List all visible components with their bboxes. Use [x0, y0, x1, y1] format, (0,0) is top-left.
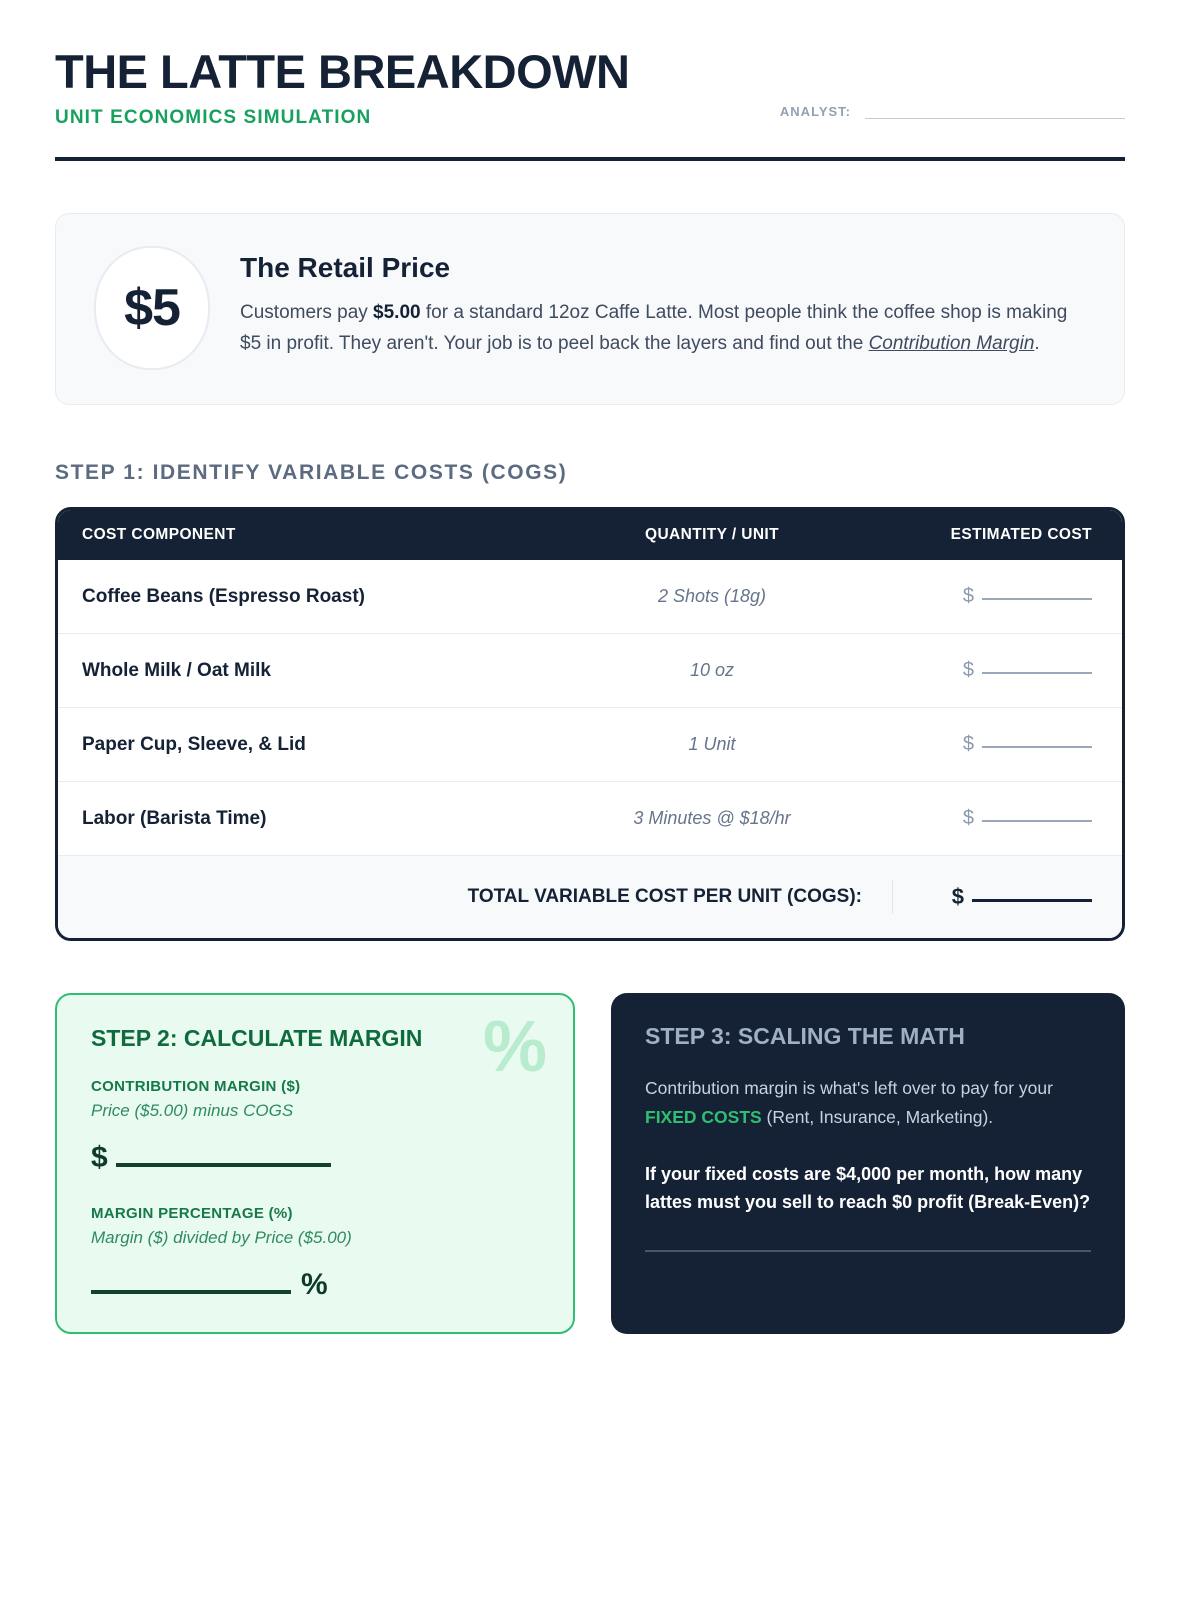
title-block [55, 45, 630, 129]
step1-heading: STEP 1: IDENTIFY VARIABLE COSTS (COGS) [55, 461, 568, 484]
column-header-component: COST COMPONENT [82, 526, 236, 543]
table-row [58, 560, 1122, 634]
percent-icon: % [482, 1007, 547, 1087]
cost-input[interactable] [862, 585, 1098, 608]
variable-costs-table [55, 507, 1125, 941]
page-title: THE LATTE BREAKDOWN [55, 45, 630, 98]
cost-component-name: Paper Cup, Sleeve, & Lid [82, 733, 306, 755]
fixed-costs-term: FIXED COSTS [645, 1107, 762, 1128]
bottom-section [55, 993, 1125, 1334]
currency-symbol: $ [962, 659, 974, 681]
margin-percentage-label: MARGIN PERCENTAGE (%) [91, 1205, 293, 1222]
currency-symbol: $ [91, 1141, 108, 1174]
step2-field-margin [91, 1078, 539, 1175]
write-in-line[interactable] [91, 1290, 291, 1294]
percent-symbol: % [301, 1268, 328, 1301]
margin-percentage-hint: Margin ($) divided by Price ($5.00) [91, 1228, 352, 1247]
header-divider [55, 157, 1125, 161]
contribution-margin-hint: Price ($5.00) minus COGS [91, 1101, 294, 1120]
step3-card [611, 993, 1125, 1334]
column-header-cost: ESTIMATED COST [950, 526, 1092, 543]
currency-symbol: $ [951, 884, 964, 909]
price-text-block [240, 246, 1080, 360]
analyst-input-line[interactable] [865, 98, 1125, 119]
retail-price-body [240, 298, 1080, 360]
price-body-part-2: for a standard 12oz Caffe Latte. Most people think the coffee shop is making $5 in profit. They aren't. Your job is to peel back the layers and find out the [240, 302, 1068, 354]
analyst-label: ANALYST: [779, 104, 851, 119]
step3-answer-line[interactable] [645, 1250, 1091, 1252]
cost-quantity: 3 Minutes @ $18/hr [633, 808, 791, 828]
total-input[interactable] [892, 880, 1098, 914]
price-badge: $5 [94, 246, 210, 370]
margin-percentage-input[interactable] [91, 1268, 539, 1302]
price-body-part-3: . [1034, 332, 1040, 354]
column-header-quantity: QUANTITY / UNIT [644, 526, 780, 543]
cost-quantity: 1 Unit [688, 734, 736, 754]
cost-quantity: 2 Shots (18g) [657, 586, 767, 606]
step2-card [55, 993, 575, 1334]
write-in-line[interactable] [972, 899, 1092, 902]
table-row [58, 634, 1122, 708]
retail-price-card [55, 213, 1125, 405]
write-in-line[interactable] [116, 1163, 331, 1167]
step2-field-percentage [91, 1205, 539, 1302]
step3-body-part-2: (Rent, Insurance, Marketing). [761, 1107, 994, 1128]
step3-title: STEP 3: SCALING THE MATH [645, 1023, 965, 1049]
cost-component-name: Labor (Barista Time) [82, 807, 267, 829]
step3-body [645, 1074, 1091, 1132]
price-body-amount: $5.00 [373, 302, 421, 323]
cost-input[interactable] [862, 807, 1098, 830]
step3-body-part-1: Contribution margin is what's left over to pay for your [645, 1078, 1053, 1098]
cost-input[interactable] [862, 733, 1098, 756]
table-row [58, 708, 1122, 782]
currency-symbol: $ [962, 733, 974, 755]
cost-quantity: 10 oz [689, 660, 735, 680]
step3-question: If your fixed costs are $4,000 per month, how many lattes must you sell to reach $0 profit (Break-Even)? [645, 1164, 1091, 1213]
page-header [0, 0, 1200, 129]
total-label: TOTAL VARIABLE COST PER UNIT (COGS): [467, 886, 862, 907]
write-in-line[interactable] [982, 820, 1092, 822]
page-subtitle: UNIT ECONOMICS SIMULATION [55, 107, 372, 128]
contribution-margin-label: CONTRIBUTION MARGIN ($) [91, 1078, 301, 1095]
currency-symbol: $ [962, 807, 974, 829]
write-in-line[interactable] [982, 746, 1092, 748]
write-in-line[interactable] [982, 672, 1092, 674]
currency-symbol: $ [962, 585, 974, 607]
write-in-line[interactable] [982, 598, 1092, 600]
cost-component-name: Coffee Beans (Espresso Roast) [82, 585, 365, 607]
contribution-margin-term: Contribution Margin [868, 332, 1035, 354]
price-body-part-1: Customers pay [240, 302, 374, 323]
total-row [58, 856, 1122, 938]
table-row [58, 782, 1122, 856]
table-header-row [58, 510, 1122, 560]
step2-title: STEP 2: CALCULATE MARGIN [91, 1025, 423, 1051]
analyst-field[interactable] [780, 98, 1125, 119]
cost-component-name: Whole Milk / Oat Milk [82, 659, 271, 681]
cost-input[interactable] [862, 659, 1098, 682]
contribution-margin-input[interactable] [91, 1141, 539, 1175]
retail-price-heading: The Retail Price [240, 252, 451, 283]
